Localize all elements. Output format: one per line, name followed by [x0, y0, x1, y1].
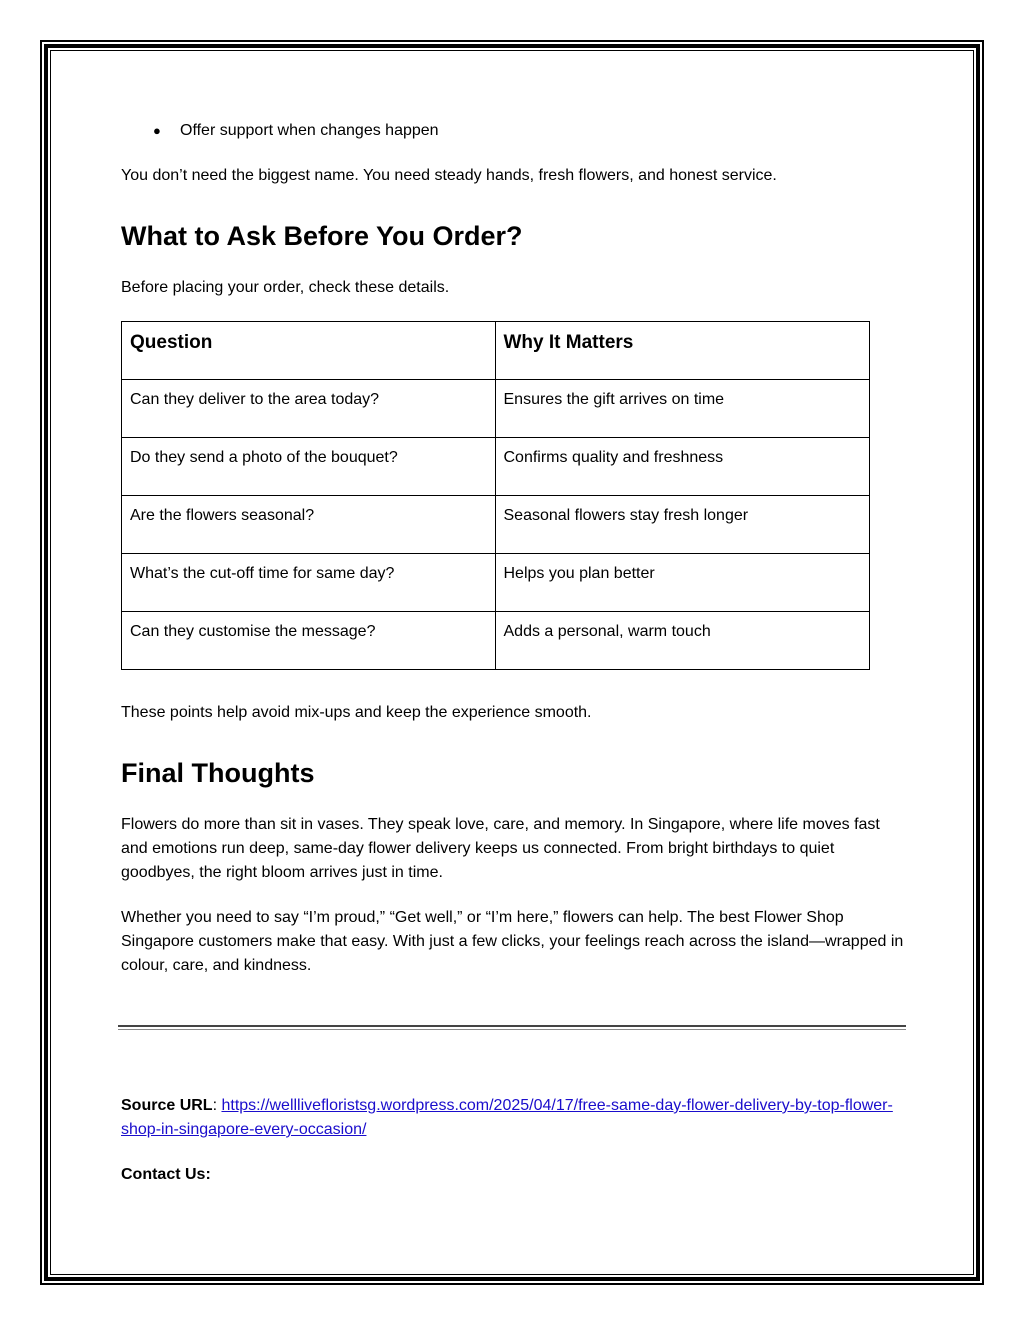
table-row [122, 554, 870, 612]
table-cell-question: What’s the cut-off time for same day? [122, 554, 496, 612]
table-cell-why: Seasonal flowers stay fresh longer [495, 496, 870, 554]
table-cell-why: Helps you plan better [495, 554, 870, 612]
divider-line-thick [118, 1025, 906, 1027]
table-cell-why: Adds a personal, warm touch [495, 612, 870, 670]
table-header-question: Question [122, 322, 496, 380]
table-row [122, 612, 870, 670]
bullet-item [153, 121, 439, 141]
table-row [122, 380, 870, 438]
table-row [122, 438, 870, 496]
table-row [122, 496, 870, 554]
table-cell-question: Do they send a photo of the bouquet? [122, 438, 496, 496]
table-cell-why: Ensures the gift arrives on time [495, 380, 870, 438]
table-cell-question: Can they deliver to the area today? [122, 380, 496, 438]
table-cell-why: Confirms quality and freshness [495, 438, 870, 496]
questions-table [121, 321, 870, 670]
heading-what-to-ask: What to Ask Before You Order? [121, 221, 523, 251]
ask-lead-paragraph: Before placing your order, check these details. [121, 279, 450, 296]
final-paragraph-2: Whether you need to say “I’m proud,” “Get well,” or “I’m here,” flowers can help. The best Flower Shop Singapore customers make that easy. With just a few clicks, your feelings reach across the island—wrapped in colour, care, and kindness. [121, 909, 904, 974]
table-header-why: Why It Matters [495, 322, 870, 380]
heading-final-thoughts: Final Thoughts [121, 758, 315, 788]
divider-line-thin [118, 1029, 906, 1030]
ask-after-paragraph: These points help avoid mix-ups and keep the experience smooth. [121, 704, 592, 721]
bullet-dot-icon: ● [153, 123, 161, 138]
source-url-link[interactable]: https://welllivefloristsg.wordpress.com/2025/04/17/free-same-day-flower-delivery-by-top-flower-shop-in-singapore-every-occasion/ [121, 1097, 893, 1138]
source-url-separator: : [212, 1097, 222, 1114]
table-header-row [122, 322, 870, 380]
table-cell-question: Are the flowers seasonal? [122, 496, 496, 554]
final-paragraph-1: Flowers do more than sit in vases. They speak love, care, and memory. In Singapore, where life moves fast and emotions run deep, same-day flower delivery keeps us connected. From bright birthdays to quiet goodbyes, the right bloom arrives just in time. [121, 816, 880, 881]
table-cell-question: Can they customise the message? [122, 612, 496, 670]
contact-us-label: Contact Us: [121, 1166, 211, 1183]
intro-closing-paragraph: You don’t need the biggest name. You need steady hands, fresh flowers, and honest service. [121, 167, 777, 184]
bullet-text: Offer support when changes happen [180, 122, 439, 139]
source-url-label: Source URL [121, 1097, 213, 1114]
source-url-line [121, 1094, 906, 1142]
